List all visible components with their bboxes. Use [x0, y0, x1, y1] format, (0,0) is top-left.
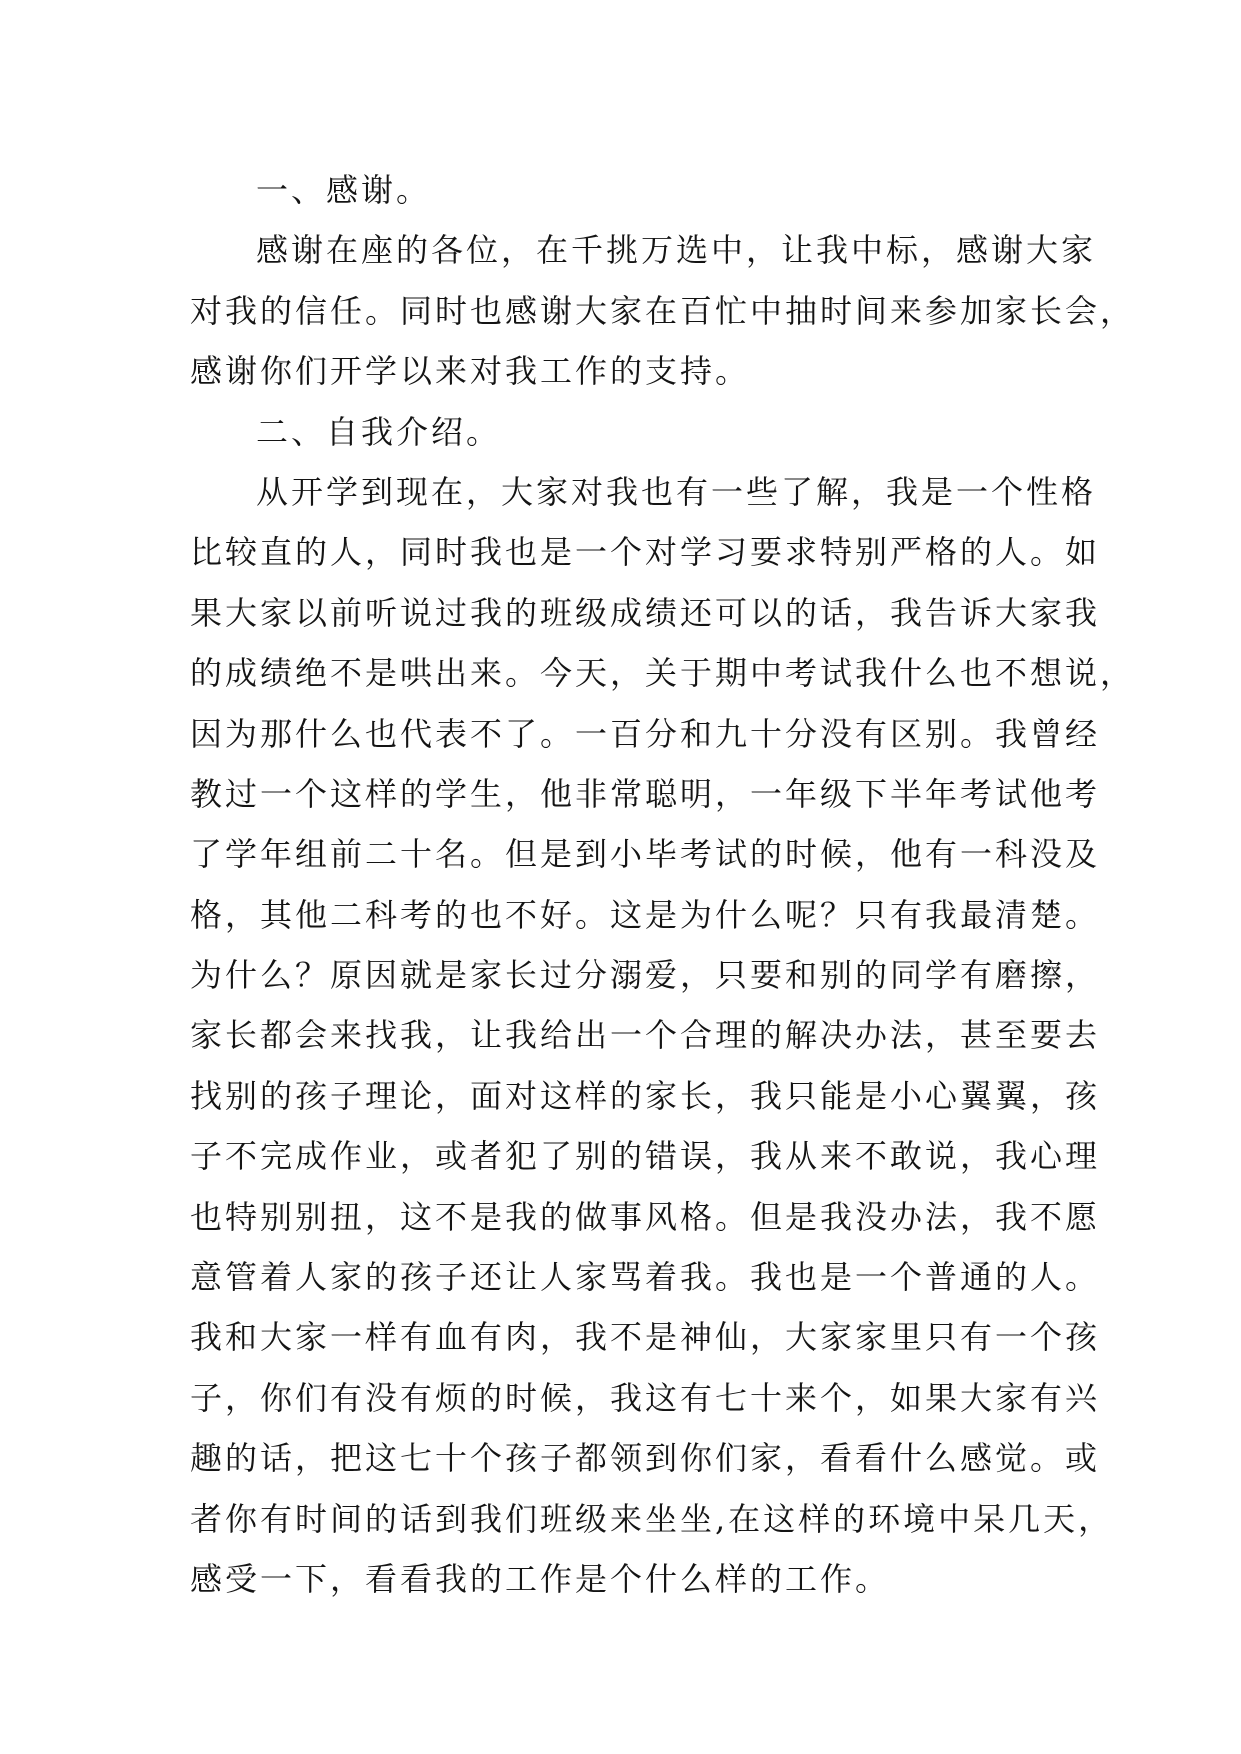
section-heading-thanks: 一、感谢。 [256, 171, 432, 209]
section-heading-introduction: 二、自我介绍。 [256, 412, 502, 451]
paragraph-line: 家长都会来找我，让我给出一个合理的解决办法，甚至要去 [190, 1016, 1101, 1055]
document-body [190, 160, 1136, 1609]
paragraph-line: 找别的孩子理论，面对这样的家长，我只能是小心翼翼，孩 [190, 1076, 1101, 1115]
paragraph-line: 因为那什么也代表不了。一百分和九十分没有区别。我曾经 [190, 714, 1101, 753]
paragraph-line: 果大家以前听说过我的班级成绩还可以的话，我告诉大家我 [190, 593, 1101, 632]
paragraph-line: 意管着人家的孩子还让人家骂着我。我也是一个普通的人。 [190, 1258, 1101, 1297]
paragraph-line: 者你有时间的话到我们班级来坐坐,在这样的环境中呆几天， [190, 1499, 1114, 1538]
paragraph-line: 感谢在座的各位，在千挑万选中，让我中标，感谢大家 [256, 231, 1097, 270]
paragraph-line: 感谢你们开学以来对我工作的支持。 [190, 352, 751, 391]
paragraph-line: 子不完成作业，或者犯了别的错误，我从来不敢说，我心理 [190, 1137, 1101, 1176]
paragraph-line: 对我的信任。同时也感谢大家在百忙中抽时间来参加家长会， [190, 291, 1136, 330]
paragraph-line: 比较直的人，同时我也是一个对学习要求特别严格的人。如 [190, 533, 1101, 572]
paragraph-line: 子，你们有没有烦的时候，我这有七十来个，如果大家有兴 [190, 1378, 1101, 1417]
paragraph-line: 教过一个这样的学生，他非常聪明，一年级下半年考试他考 [190, 774, 1101, 813]
paragraph-line: 趣的话，把这七十个孩子都领到你们家，看看什么感觉。或 [190, 1439, 1101, 1478]
paragraph-line: 格，其他二科考的也不好。这是为什么呢？只有我最清楚。 [190, 895, 1101, 934]
paragraph-line: 为什么？原因就是家长过分溺爱，只要和别的同学有磨擦， [190, 956, 1101, 995]
paragraph-line: 了学年组前二十名。但是到小毕考试的时候，他有一科没及 [190, 835, 1101, 874]
paragraph-line: 我和大家一样有血有肉，我不是神仙，大家家里只有一个孩 [190, 1318, 1101, 1357]
paragraph-line: 感受一下，看看我的工作是个什么样的工作。 [190, 1559, 891, 1598]
paragraph-line: 的成绩绝不是哄出来。今天，关于期中考试我什么也不想说， [190, 654, 1136, 693]
paragraph-line: 也特别别扭，这不是我的做事风格。但是我没办法，我不愿 [190, 1197, 1101, 1236]
paragraph-line: 从开学到现在，大家对我也有一些了解，我是一个性格 [256, 472, 1097, 511]
